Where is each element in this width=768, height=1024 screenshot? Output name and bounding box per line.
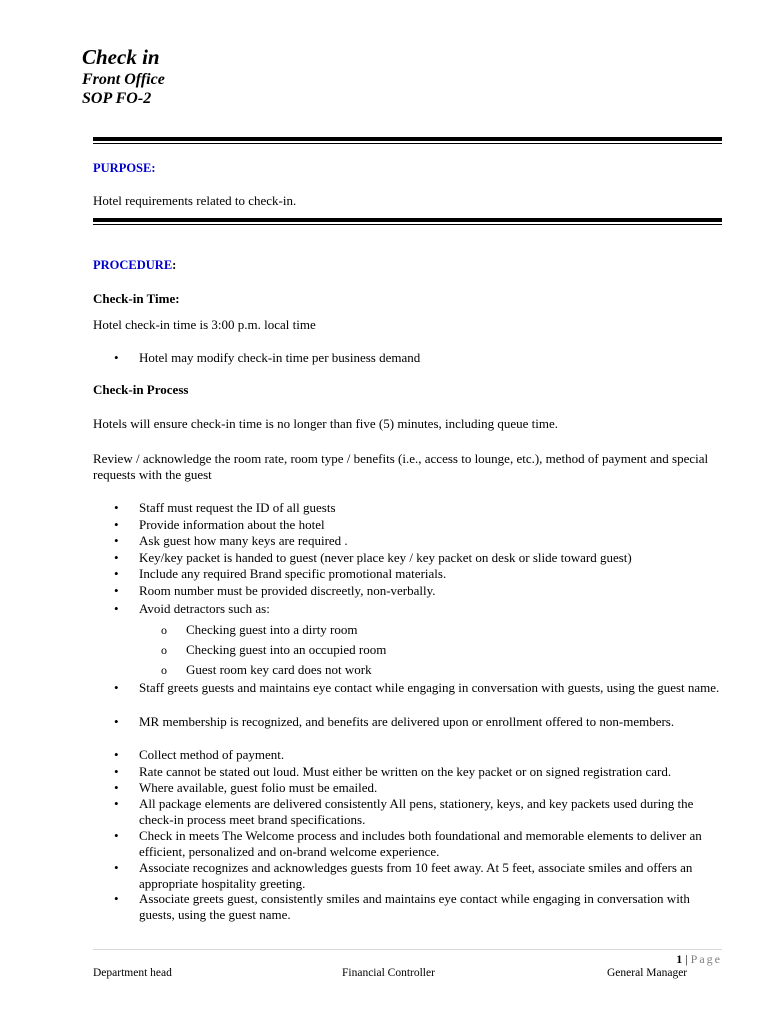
list-item: • Associate greets guest, consistently smiles and maintains eye contact while engaging in conversation with guests, using the guest name. xyxy=(114,891,726,923)
list-item: • Check in meets The Welcome process and includes both foundational and memorable elements to deliver an efficient, personalized and on-brand welcome experience. xyxy=(114,828,726,860)
purpose-text: Hotel requirements related to check-in. xyxy=(93,193,297,208)
checkin-process-para2: Review / acknowledge the room rate, room type / benefits (i.e., access to lounge, etc.), method of payment and special requests with the guest xyxy=(93,451,709,482)
checkin-time-text: Hotel check-in time is 3:00 p.m. local time xyxy=(93,317,316,332)
list-item: • All package elements are delivered consistently All pens, stationery, keys, and key packets used during the check-in process meet brand specifications. xyxy=(114,796,726,828)
sop-code: SOP FO-2 xyxy=(82,90,152,107)
list-item: o Guest room key card does not work xyxy=(161,662,386,682)
list-item: • MR membership is recognized, and benefits are delivered upon or enrollment offered to non-members. xyxy=(114,714,726,747)
list-item: o Checking guest into an occupied room xyxy=(161,642,386,662)
list-item: • Rate cannot be stated out loud. Must either be written on the key packet or on signed registration card. xyxy=(114,764,726,780)
page-number: 1 | Page xyxy=(676,952,722,966)
signature-financial-controller: Financial Controller xyxy=(342,967,435,979)
department-name: Front Office xyxy=(82,71,165,88)
list-item: • Associate recognizes and acknowledges guests from 10 feet away. At 5 feet, associate smiles and offers an appropriate hospitality greeting. xyxy=(114,860,726,891)
list-item: • Staff greets guests and maintains eye contact while engaging in conversation with guests, using the guest name. xyxy=(114,680,726,714)
list-item: • Where available, guest folio must be emailed. xyxy=(114,780,726,796)
header-divider xyxy=(93,137,722,144)
list-item: • Avoid detractors such as: xyxy=(114,601,726,617)
list-item: • Room number must be provided discreetly, non-verbally. xyxy=(114,583,726,601)
footer-divider xyxy=(93,949,722,950)
list-item: o Checking guest into a dirty room xyxy=(161,622,386,642)
procedure-heading: PROCEDURE: xyxy=(93,258,177,272)
list-item: • Collect method of payment. xyxy=(114,747,726,764)
list-item: • Include any required Brand specific promotional materials. xyxy=(114,566,726,583)
list-item: • Hotel may modify check-in time per business demand xyxy=(114,350,726,366)
detractor-sub-bullets xyxy=(161,622,386,682)
purpose-heading: PURPOSE: xyxy=(93,161,156,175)
checkin-time-heading: Check-in Time: xyxy=(93,291,180,306)
document-title: Check in xyxy=(82,45,160,69)
checkin-process-bullets-a xyxy=(114,500,726,617)
checkin-time-bullets xyxy=(114,350,726,366)
list-item: • Staff must request the ID of all guests xyxy=(114,500,726,517)
signature-general-manager: General Manager xyxy=(607,967,688,979)
list-item: • Key/key packet is handed to guest (never place key / key packet on desk or slide toward guest) xyxy=(114,550,726,566)
purpose-divider xyxy=(93,218,722,225)
list-item: • Provide information about the hotel xyxy=(114,517,726,533)
checkin-process-heading: Check-in Process xyxy=(93,382,189,397)
signature-department-head: Department head xyxy=(93,967,172,979)
list-item: • Ask guest how many keys are required . xyxy=(114,533,726,550)
checkin-process-bullets-b xyxy=(114,680,726,923)
checkin-process-para1: Hotels will ensure check-in time is no longer than five (5) minutes, including queue time. xyxy=(93,416,558,431)
